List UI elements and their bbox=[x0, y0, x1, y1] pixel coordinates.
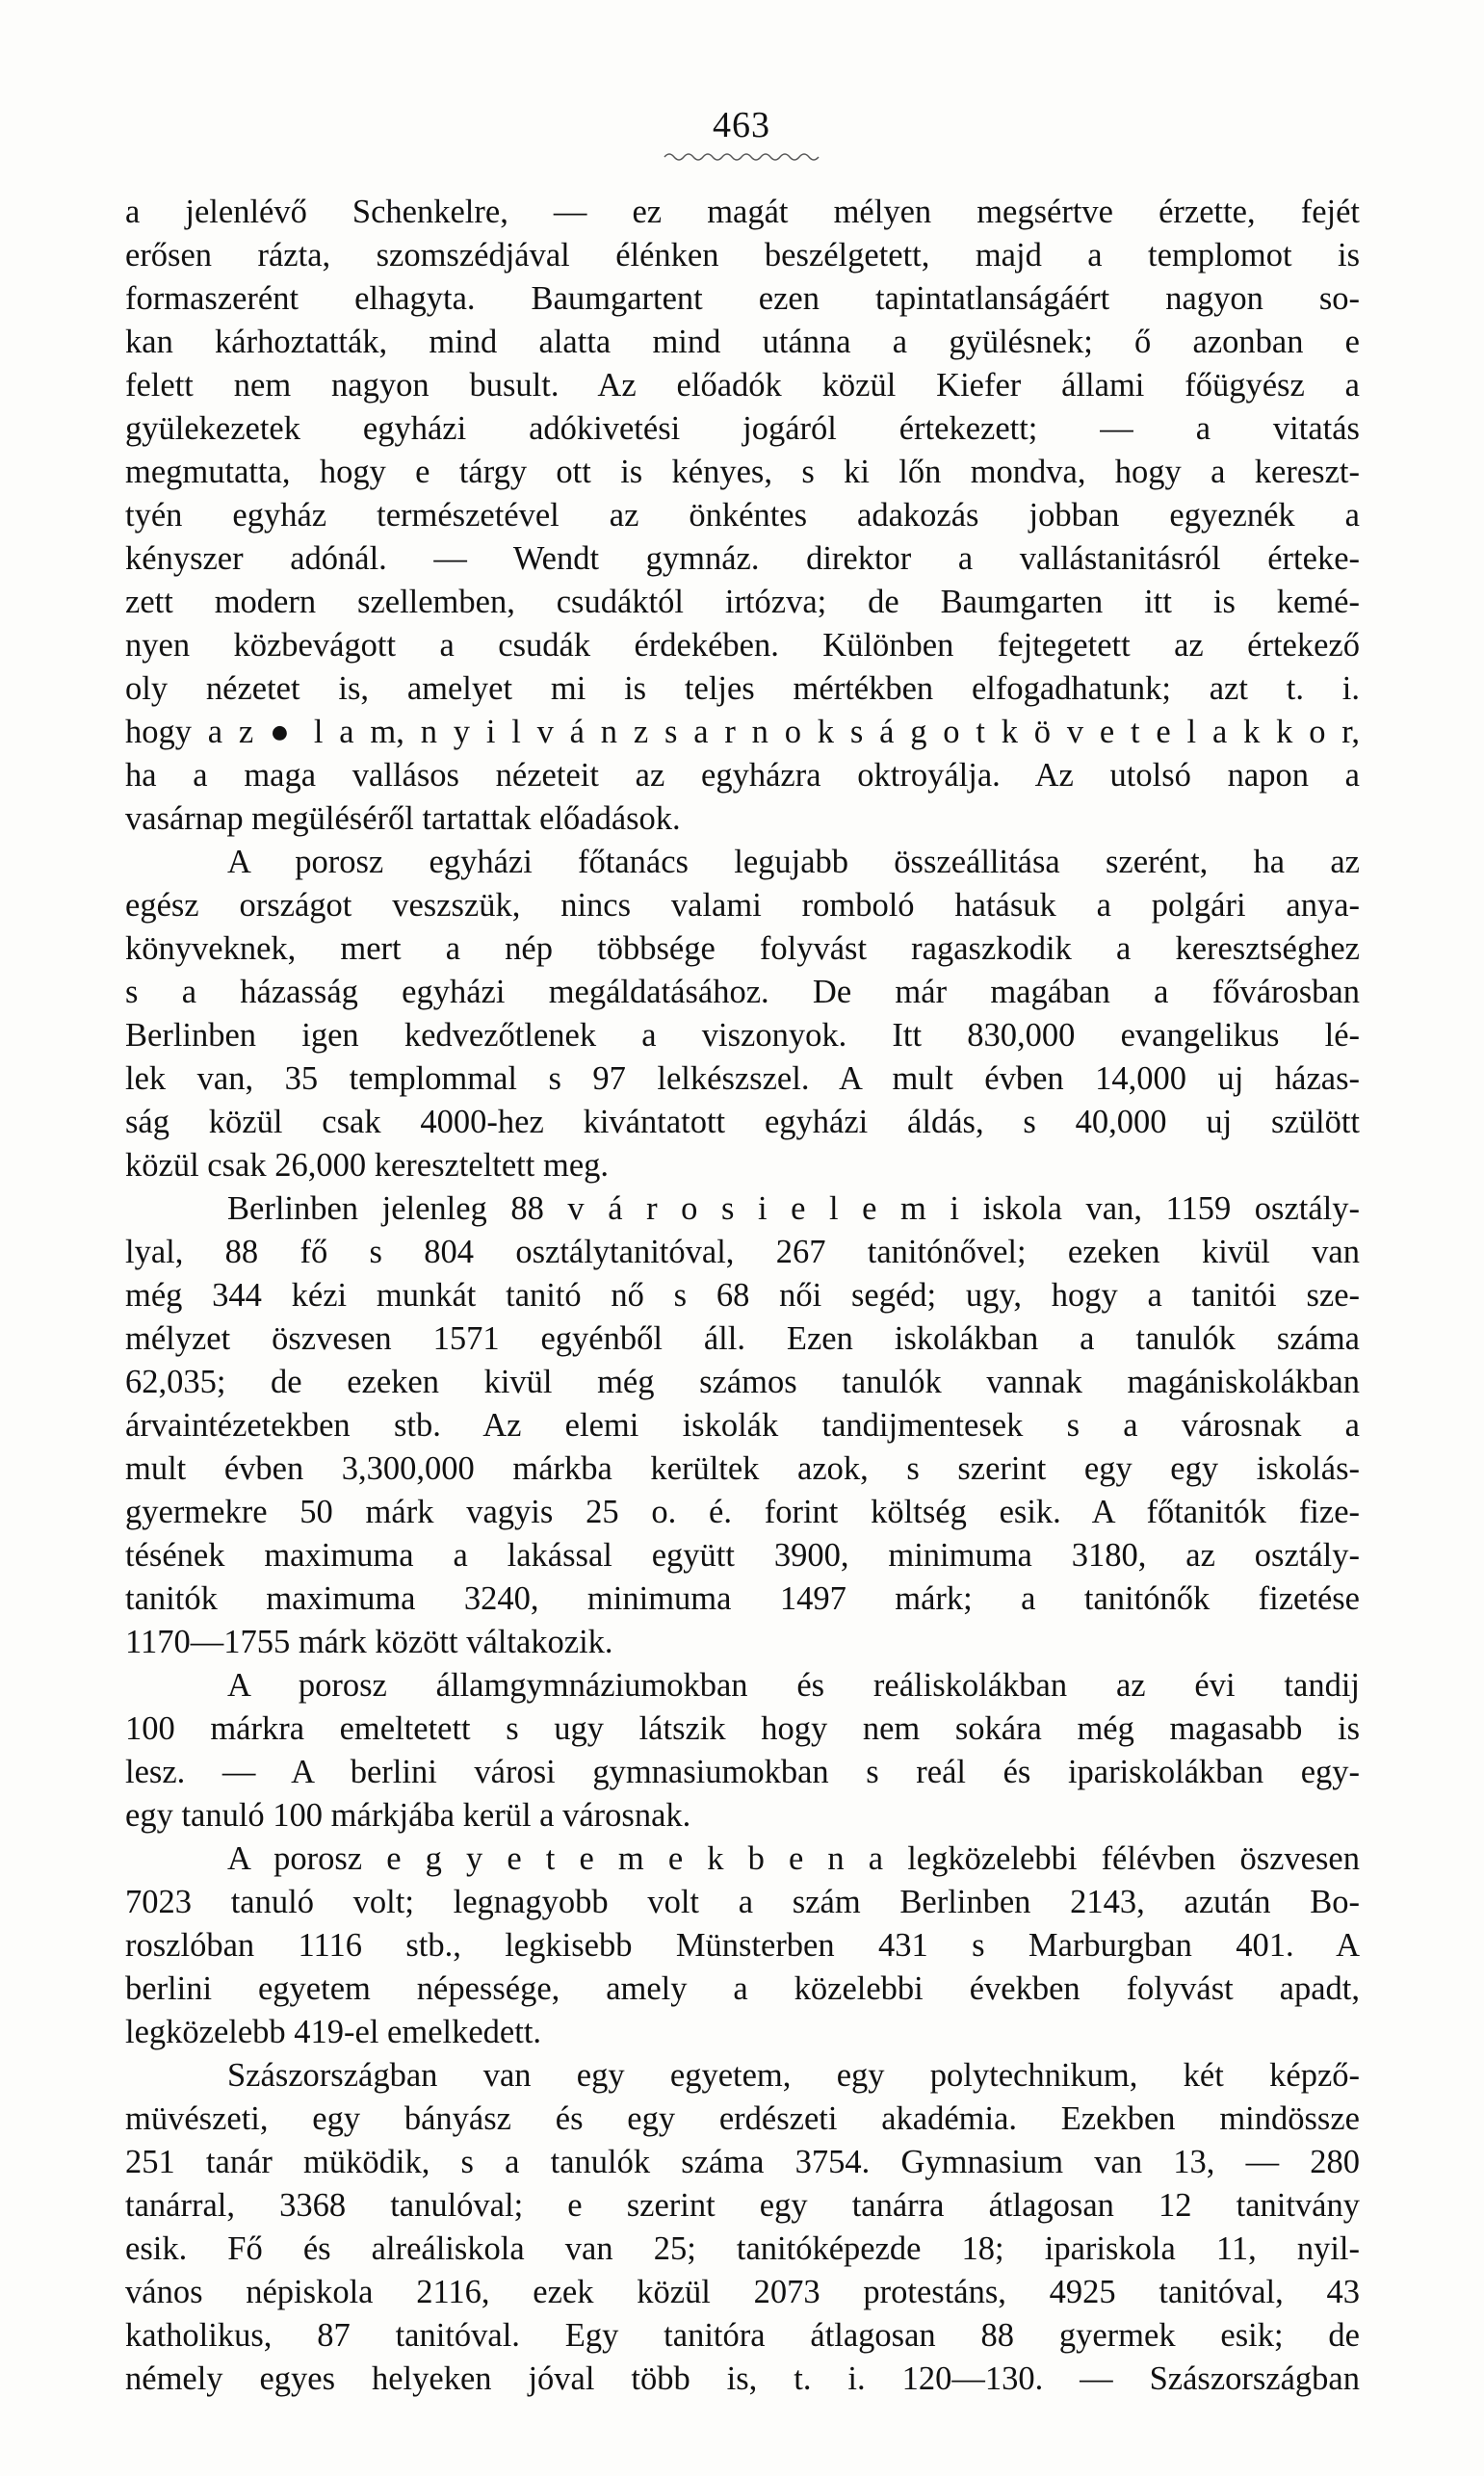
text-line: egy tanuló 100 márkjába kerül a városnak. bbox=[125, 1797, 691, 1834]
text-line: zett modern szellemben, csudáktól irtózva; de Baumgarten itt is kemé- bbox=[125, 584, 1360, 620]
text-line: A porosz egyházi főtanács legujabb összeállitása szerént, ha az bbox=[227, 844, 1360, 880]
page-number: 463 bbox=[713, 105, 770, 145]
text-line: 7023 tanuló volt; legnagyobb volt a szám Berlinben 2143, azután Bo- bbox=[125, 1884, 1360, 1920]
text-line: s a házasság egyházi megáldatásához. De már magában a fővárosban bbox=[125, 974, 1360, 1010]
text-line: legközelebb 419-el emelkedett. bbox=[125, 2014, 542, 2050]
text-line: formaszerént elhagyta. Baumgartent ezen tapintatlanságáért nagyon so- bbox=[125, 280, 1360, 317]
text-line: hogy a z ● l a m, n y i l v á n z s a r n o k s á g o t k ö v e t e l a k k o r, bbox=[125, 714, 1360, 750]
text-line: vános népiskola 2116, ezek közül 2073 protestáns, 4925 tanitóval, 43 bbox=[125, 2274, 1360, 2310]
text-line: mélyzet öszvesen 1571 egyénből áll. Ezen iskolákban a tanulók száma bbox=[125, 1320, 1360, 1357]
text-line: 100 márkra emeltetett s ugy látszik hogy nem sokára még magasabb is bbox=[125, 1710, 1360, 1747]
text-line: felett nem nagyon busult. Az előadók közül Kiefer állami főügyész a bbox=[125, 367, 1360, 404]
text-line: közül csak 26,000 kereszteltett meg. bbox=[125, 1147, 610, 1184]
text-line: erősen rázta, szomszédjával élénken beszélgetett, majd a templomot is bbox=[125, 237, 1360, 274]
text-line: vasárnap megüléséről tartattak előadások. bbox=[125, 800, 681, 837]
text-line: Berlinben igen kedvezőtlenek a viszonyok. Itt 830,000 evangelikus lé- bbox=[125, 1017, 1360, 1054]
text-line: árvaintézetekben stb. Az elemi iskolák tandijmentesek s a városnak a bbox=[125, 1407, 1360, 1444]
body-text bbox=[125, 191, 1360, 2401]
text-line: berlini egyetem népessége, amely a közelebbi években folyvást apadt, bbox=[125, 1970, 1360, 2007]
text-line: ság közül csak 4000-hez kivántatott egyházi áldás, s 40,000 uj szülött bbox=[125, 1104, 1360, 1140]
text-line: Szászországban van egy egyetem, egy polytechnikum, két képző- bbox=[227, 2057, 1360, 2094]
text-line: lek van, 35 templommal s 97 lelkészszel. A mult évben 14,000 uj házas- bbox=[125, 1060, 1360, 1097]
text-line: nyen közbevágott a csudák érdekében. Különben fejtegetett az értekező bbox=[125, 627, 1360, 664]
text-line: roszlóban 1116 stb., legkisebb Münsterben 431 s Marburgban 401. A bbox=[125, 1927, 1360, 1964]
text-line: 251 tanár müködik, s a tanulók száma 3754. Gymnasium van 13, — 280 bbox=[125, 2144, 1360, 2180]
text-line: megmutatta, hogy e tárgy ott is kényes, s ki lőn mondva, hogy a kereszt- bbox=[125, 454, 1360, 490]
text-line: kényszer adónál. — Wendt gymnáz. direktor a vallástanitásról érteke- bbox=[125, 540, 1360, 577]
text-line: tyén egyház természetével az önkéntes adakozás jobban egyeznék a bbox=[125, 497, 1360, 534]
text-line: Berlinben jelenleg 88 v á r o s i e l e m i iskola van, 1159 osztály- bbox=[227, 1190, 1360, 1227]
text-line: A porosz államgymnáziumokban és reáliskolákban az évi tandij bbox=[227, 1667, 1360, 1704]
text-line: 1170—1755 márk között váltakozik. bbox=[125, 1624, 613, 1660]
text-line: esik. Fő és alreáliskola van 25; tanitóképezde 18; ipariskola 11, nyil- bbox=[125, 2230, 1360, 2267]
text-line: némely egyes helyeken jóval több is, t. i. 120—130. — Szászországban bbox=[125, 2360, 1360, 2397]
text-line: könyveknek, mert a nép többsége folyvást ragaszkodik a keresztséghez bbox=[125, 930, 1360, 967]
text-line: lesz. — A berlini városi gymnasiumokban s reál és ipariskolákban egy- bbox=[125, 1754, 1360, 1790]
text-line: mult évben 3,300,000 márkba kerültek azok, s szerint egy egy iskolás- bbox=[125, 1450, 1360, 1487]
text-line: egész országot veszszük, nincs valami romboló hatásuk a polgári anya- bbox=[125, 887, 1360, 924]
text-line: még 344 kézi munkát tanitó nő s 68 női segéd; ugy, hogy a tanitói sze- bbox=[125, 1277, 1360, 1314]
text-line: oly nézetet is, amelyet mi is teljes mértékben elfogadhatunk; azt t. i. bbox=[125, 670, 1360, 707]
wavy-rule-ornament bbox=[645, 150, 838, 164]
text-line: gyermekre 50 márk vagyis 25 o. é. forint költség esik. A főtanitók fize- bbox=[125, 1494, 1360, 1530]
text-line: lyal, 88 fő s 804 osztálytanitóval, 267 tanitónővel; ezeken kivül van bbox=[125, 1234, 1360, 1270]
text-line: tanárral, 3368 tanulóval; e szerint egy tanárra átlagosan 12 tanitvány bbox=[125, 2187, 1360, 2224]
text-line: kan kárhoztatták, mind alatta mind utánna a gyülésnek; ő azonban e bbox=[125, 324, 1360, 360]
text-line: A porosz e g y e t e m e k b e n a legközelebbi félévben öszvesen bbox=[227, 1840, 1360, 1877]
text-line: tanitók maximuma 3240, minimuma 1497 márk; a tanitónők fizetése bbox=[125, 1580, 1360, 1617]
text-line: ha a maga vallásos nézeteit az egyházra oktroyálja. Az utolsó napon a bbox=[125, 757, 1360, 794]
text-line: tésének maximuma a lakással együtt 3900, minimuma 3180, az osztály- bbox=[125, 1537, 1360, 1574]
text-line: gyülekezetek egyházi adókivetési jogáról értekezett; — a vitatás bbox=[125, 410, 1360, 447]
text-line: a jelenlévő Schenkelre, — ez magát mélyen megsértve érzette, fejét bbox=[125, 194, 1360, 230]
text-line: katholikus, 87 tanitóval. Egy tanitóra átlagosan 88 gyermek esik; de bbox=[125, 2317, 1360, 2354]
text-line: müvészeti, egy bányász és egy erdészeti akadémia. Ezekben mindössze bbox=[125, 2100, 1360, 2137]
text-line: 62,035; de ezeken kivül még számos tanulók vannak magániskolákban bbox=[125, 1364, 1360, 1400]
